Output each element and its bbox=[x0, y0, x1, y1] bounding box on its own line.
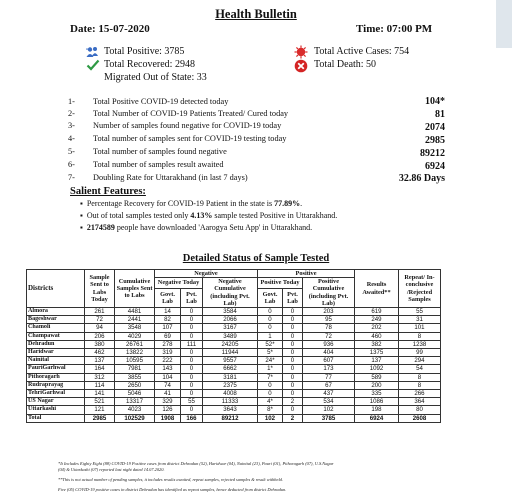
table-cell: 261 bbox=[85, 308, 115, 316]
table-cell: 102 bbox=[303, 406, 355, 414]
col-neg-pvt: Pvt. Lab bbox=[181, 288, 203, 307]
col-repeat: Repeat/ In-conclusive /Rejected Samples bbox=[399, 270, 441, 308]
table-row bbox=[27, 381, 441, 389]
table-cell: 1908 bbox=[155, 414, 181, 422]
table-cell: 67 bbox=[303, 381, 355, 389]
table-cell: 126 bbox=[155, 406, 181, 414]
col-districts: Districts bbox=[27, 270, 85, 308]
table-cell: 107 bbox=[155, 324, 181, 332]
district-name-cell: Champawat bbox=[27, 332, 85, 340]
table-cell: 104 bbox=[155, 373, 181, 381]
table-cell: 0 bbox=[283, 381, 303, 389]
table-cell: 0 bbox=[283, 373, 303, 381]
table-cell: 41 bbox=[155, 390, 181, 398]
table-cell: 589 bbox=[355, 373, 399, 381]
table-cell: 0 bbox=[181, 316, 203, 324]
bulletin-title: Health Bulletin bbox=[215, 7, 297, 21]
table-row bbox=[27, 340, 441, 348]
stat-value: 2985 bbox=[425, 135, 445, 146]
table-cell: 3167 bbox=[203, 324, 258, 332]
table-cell: 2650 bbox=[115, 381, 155, 389]
table-cell: 143 bbox=[155, 365, 181, 373]
table-cell: 1238 bbox=[399, 340, 441, 348]
table-row bbox=[27, 308, 441, 316]
table-cell: 137 bbox=[85, 357, 115, 365]
table-cell: 54 bbox=[399, 365, 441, 373]
table-cell: 3548 bbox=[115, 324, 155, 332]
table-cell: 1* bbox=[258, 365, 283, 373]
table-row bbox=[27, 357, 441, 365]
table-cell: 460 bbox=[355, 332, 399, 340]
table-cell: 10595 bbox=[115, 357, 155, 365]
footnote: Five (05) COVID-19 positive cases in district Dehradun has identified as repeat samples, hence deducted from district Dehradun. bbox=[58, 487, 287, 492]
stat-value: 2074 bbox=[425, 122, 445, 133]
table-cell: 24* bbox=[258, 357, 283, 365]
check-icon bbox=[86, 59, 100, 71]
table-cell: 77 bbox=[303, 373, 355, 381]
table-cell: 0 bbox=[283, 390, 303, 398]
district-name-cell: Chamoli bbox=[27, 324, 85, 332]
table-row bbox=[27, 398, 441, 406]
stat-value: 104* bbox=[425, 96, 445, 107]
district-name-cell: PauriGarhwal bbox=[27, 365, 85, 373]
table-cell: 69 bbox=[155, 332, 181, 340]
table-cell: 2066 bbox=[203, 316, 258, 324]
table-cell: 0 bbox=[283, 357, 303, 365]
table-cell: 24205 bbox=[203, 340, 258, 348]
table-cell: 364 bbox=[399, 398, 441, 406]
table-cell: 200 bbox=[355, 381, 399, 389]
table-cell: 8 bbox=[399, 332, 441, 340]
table-cell: 2985 bbox=[85, 414, 115, 422]
table-cell: 0 bbox=[258, 324, 283, 332]
table-cell: 0 bbox=[283, 349, 303, 357]
table-row bbox=[27, 406, 441, 414]
salient-point: ▪ 2174589 people have downloaded 'Aarogya Setu App' in Uttarakhand. bbox=[80, 223, 313, 232]
district-name-cell: TehriGarhwal bbox=[27, 390, 85, 398]
table-cell: 121 bbox=[85, 406, 115, 414]
table-cell: 101 bbox=[399, 324, 441, 332]
table-cell: 7* bbox=[258, 373, 283, 381]
table-row bbox=[27, 373, 441, 381]
total-active: Total Active Cases: 754 bbox=[314, 46, 410, 57]
table-cell: 319 bbox=[155, 349, 181, 357]
table-cell: 3584 bbox=[203, 308, 258, 316]
table-cell: 1092 bbox=[355, 365, 399, 373]
table-cell: 6662 bbox=[203, 365, 258, 373]
table-row bbox=[27, 365, 441, 373]
table-cell: 607 bbox=[303, 357, 355, 365]
table-row bbox=[27, 349, 441, 357]
stat-value: 32.86 Days bbox=[398, 173, 445, 184]
total-positive: Total Positive: 3785 bbox=[104, 46, 185, 57]
table-cell: 26761 bbox=[115, 340, 155, 348]
table-cell: 0 bbox=[258, 381, 283, 389]
table-cell: 2375 bbox=[203, 381, 258, 389]
district-name-cell: Pithoragarh bbox=[27, 373, 85, 381]
total-death: Total Death: 50 bbox=[314, 59, 377, 70]
table-cell: 102529 bbox=[115, 414, 155, 422]
table-cell: 0 bbox=[181, 332, 203, 340]
table-cell: 7981 bbox=[115, 365, 155, 373]
table-cell: 0 bbox=[181, 324, 203, 332]
table-row bbox=[27, 324, 441, 332]
table-cell: 137 bbox=[355, 357, 399, 365]
table-cell: 437 bbox=[303, 390, 355, 398]
salient-heading: Salient Features: bbox=[70, 186, 146, 197]
table-cell: 0 bbox=[283, 324, 303, 332]
table-cell: 1086 bbox=[355, 398, 399, 406]
table-cell: 95 bbox=[303, 316, 355, 324]
table-cell: 72 bbox=[85, 316, 115, 324]
table-cell: 0 bbox=[283, 316, 303, 324]
district-name-cell: Bageshwar bbox=[27, 316, 85, 324]
table-cell: 2608 bbox=[399, 414, 441, 422]
col-negative: Negative bbox=[155, 270, 258, 278]
district-name-cell: US Nagar bbox=[27, 398, 85, 406]
col-neg-govt: Govt. Lab bbox=[155, 288, 181, 307]
table-cell: 3181 bbox=[203, 373, 258, 381]
stat-value: 6924 bbox=[425, 161, 445, 172]
table-total-row bbox=[27, 414, 441, 422]
table-cell: 8* bbox=[258, 406, 283, 414]
col-awaited: Results Awaited** bbox=[355, 270, 399, 308]
table-cell: 102 bbox=[258, 414, 283, 422]
table-cell: 111 bbox=[181, 340, 203, 348]
table-cell: 312 bbox=[85, 373, 115, 381]
district-name-cell: Uttarkashi bbox=[27, 406, 85, 414]
col-neg-today: Negative Today bbox=[155, 278, 203, 288]
district-name-cell: Rudraprayag bbox=[27, 381, 85, 389]
table-cell: 4023 bbox=[115, 406, 155, 414]
table-cell: 164 bbox=[85, 365, 115, 373]
table-cell: 0 bbox=[258, 316, 283, 324]
table-cell: 3855 bbox=[115, 373, 155, 381]
table-cell: 6924 bbox=[355, 414, 399, 422]
table-cell: 4* bbox=[258, 398, 283, 406]
table-cell: 0 bbox=[283, 340, 303, 348]
table-cell: 55 bbox=[181, 398, 203, 406]
table-cell: 0 bbox=[258, 390, 283, 398]
table-cell: 0 bbox=[181, 365, 203, 373]
table-cell: 382 bbox=[355, 340, 399, 348]
stat-value: 81 bbox=[435, 109, 445, 120]
table-cell: 52* bbox=[258, 340, 283, 348]
table-cell: 0 bbox=[181, 373, 203, 381]
table-cell: 521 bbox=[85, 398, 115, 406]
footnote: *It Includes Eighty Eight (88) COVID-19 Positive cases from district Dehradun (52), Haridwar (04), Nainital (23), Pauri (01), Pithoragarh (07), U.S.Nagar bbox=[58, 461, 334, 466]
people-plus-icon bbox=[86, 46, 100, 58]
col-pos-govt: Govt. Lab bbox=[258, 288, 283, 307]
table-cell: 0 bbox=[181, 308, 203, 316]
district-name-cell: Dehradun bbox=[27, 340, 85, 348]
table-cell: 0 bbox=[283, 332, 303, 340]
district-name-cell: Haridwar bbox=[27, 349, 85, 357]
table-cell: 11333 bbox=[203, 398, 258, 406]
table-cell: 8 bbox=[399, 381, 441, 389]
table-cell: 206 bbox=[85, 332, 115, 340]
table-cell: 5046 bbox=[115, 390, 155, 398]
table-cell: 335 bbox=[355, 390, 399, 398]
bulletin-date: Date: 15-07-2020 bbox=[70, 23, 150, 35]
table-cell: 4008 bbox=[203, 390, 258, 398]
table-cell: 99 bbox=[399, 349, 441, 357]
table-cell: 278 bbox=[155, 340, 181, 348]
table-row bbox=[27, 316, 441, 324]
col-pos-cum: Positive Cumulative (including Pvt. Lab) bbox=[303, 278, 355, 308]
table-cell: 0 bbox=[283, 365, 303, 373]
table-cell: 72 bbox=[303, 332, 355, 340]
table-cell: 0 bbox=[181, 381, 203, 389]
footnote: (04) & Uttarkashi (07) reported last night dated 14.07.2020. bbox=[58, 467, 165, 472]
district-name-cell: Total bbox=[27, 414, 85, 422]
table-cell: 166 bbox=[181, 414, 203, 422]
table-cell: 2 bbox=[283, 414, 303, 422]
table-cell: 0 bbox=[181, 406, 203, 414]
table-cell: 82 bbox=[155, 316, 181, 324]
district-name-cell: Nainital bbox=[27, 357, 85, 365]
stat-value: 89212 bbox=[420, 148, 445, 159]
table-cell: 78 bbox=[303, 324, 355, 332]
table-cell: 203 bbox=[303, 308, 355, 316]
table-cell: 266 bbox=[399, 390, 441, 398]
table-cell: 11944 bbox=[203, 349, 258, 357]
table-cell: 74 bbox=[155, 381, 181, 389]
table-cell: 3643 bbox=[203, 406, 258, 414]
table-cell: 14 bbox=[155, 308, 181, 316]
table-cell: 80 bbox=[399, 406, 441, 414]
table-cell: 249 bbox=[355, 316, 399, 324]
col-sent-today: Sample Sent to Labs Today bbox=[85, 270, 115, 308]
table-cell: 0 bbox=[181, 357, 203, 365]
table-cell: 329 bbox=[155, 398, 181, 406]
table-cell: 936 bbox=[303, 340, 355, 348]
table-cell: 9557 bbox=[203, 357, 258, 365]
total-recovered: Total Recovered: 2948 bbox=[104, 59, 195, 70]
col-positive: Positive bbox=[258, 270, 355, 278]
table-cell: 534 bbox=[303, 398, 355, 406]
death-x-icon bbox=[294, 59, 308, 73]
table-cell: 198 bbox=[355, 406, 399, 414]
table-cell: 114 bbox=[85, 381, 115, 389]
col-pos-pvt: Pvt. Lab bbox=[283, 288, 303, 307]
table-row bbox=[27, 390, 441, 398]
table-cell: 89212 bbox=[203, 414, 258, 422]
table-cell: 0 bbox=[181, 349, 203, 357]
table-cell: 0 bbox=[283, 308, 303, 316]
table-cell: 94 bbox=[85, 324, 115, 332]
table-cell: 4481 bbox=[115, 308, 155, 316]
table-cell: 3489 bbox=[203, 332, 258, 340]
table-cell: 294 bbox=[399, 357, 441, 365]
table-cell: 55 bbox=[399, 308, 441, 316]
district-name-cell: Almora bbox=[27, 308, 85, 316]
table-cell: 2441 bbox=[115, 316, 155, 324]
table-cell: 1375 bbox=[355, 349, 399, 357]
col-neg-cum: Negative Cumulative (including Pvt. Lab) bbox=[203, 278, 258, 308]
table-cell: 4029 bbox=[115, 332, 155, 340]
footnote: **This is not actual number of pending samples, it includes results awaited, repeat samples, rejected samples & result withheld. bbox=[58, 477, 283, 482]
table-cell: 0 bbox=[283, 406, 303, 414]
col-pos-today: Positive Today bbox=[258, 278, 303, 288]
col-cum-sent: Cumulative Samples Sent to Labs bbox=[115, 270, 155, 308]
salient-point: ▪ Percentage Recovery for COVID-19 Patient in the state is 77.89%. bbox=[80, 199, 303, 208]
table-cell: 13317 bbox=[115, 398, 155, 406]
salient-point: ▪ Out of total samples tested only 4.13% sample tested Positive in Uttarakhand. bbox=[80, 211, 338, 220]
table-cell: 8 bbox=[399, 373, 441, 381]
table-cell: 202 bbox=[355, 324, 399, 332]
table-cell: 404 bbox=[303, 349, 355, 357]
table-cell: 13822 bbox=[115, 349, 155, 357]
district-status-table bbox=[26, 269, 441, 423]
table-cell: 0 bbox=[181, 390, 203, 398]
table-cell: 31 bbox=[399, 316, 441, 324]
table-cell: 1 bbox=[258, 332, 283, 340]
virus-icon bbox=[294, 45, 308, 59]
table-cell: 380 bbox=[85, 340, 115, 348]
migrated-out: Migrated Out of State: 33 bbox=[104, 72, 207, 83]
table-cell: 5* bbox=[258, 349, 283, 357]
table-cell: 222 bbox=[155, 357, 181, 365]
table-cell: 141 bbox=[85, 390, 115, 398]
table-cell: 3785 bbox=[303, 414, 355, 422]
table-title: Detailed Status of Sample Tested bbox=[182, 253, 330, 264]
table-cell: 462 bbox=[85, 349, 115, 357]
table-cell: 173 bbox=[303, 365, 355, 373]
table-row bbox=[27, 332, 441, 340]
bulletin-time: Time: 07:00 PM bbox=[356, 23, 433, 35]
table-cell: 0 bbox=[258, 308, 283, 316]
table-cell: 619 bbox=[355, 308, 399, 316]
table-cell: 2 bbox=[283, 398, 303, 406]
